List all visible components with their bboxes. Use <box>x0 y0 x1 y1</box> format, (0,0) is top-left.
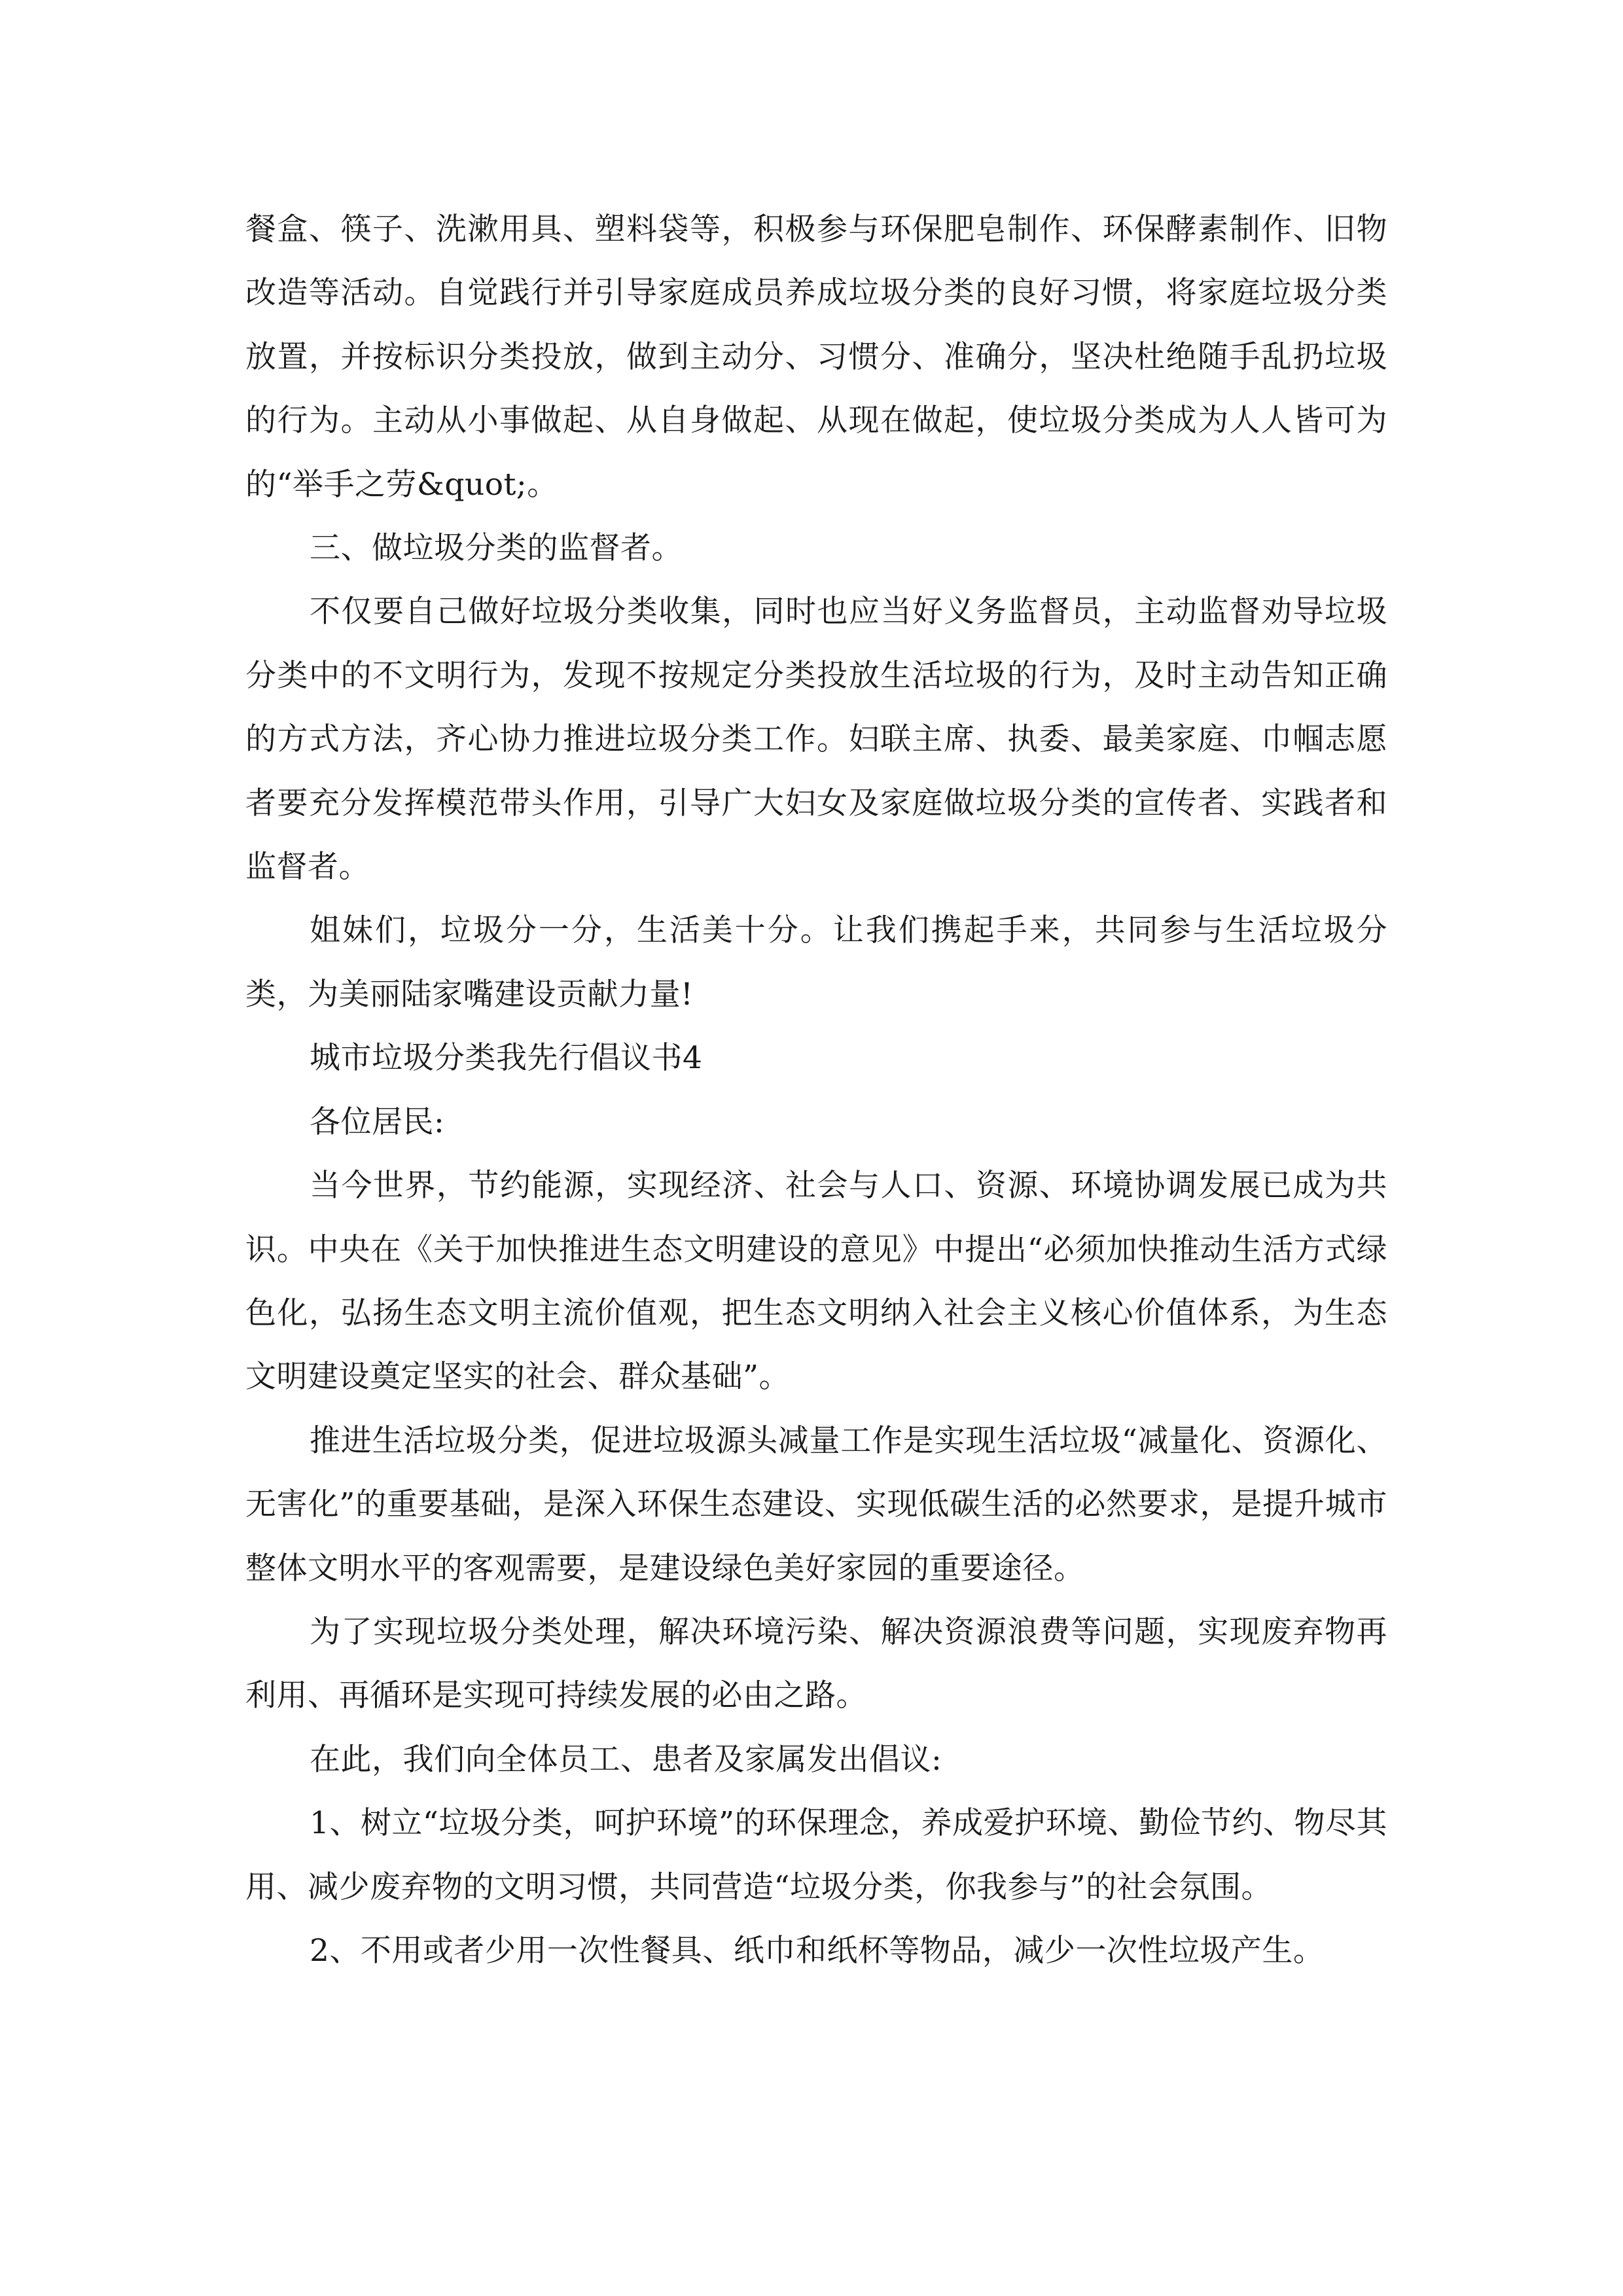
proposal-title: 城市垃圾分类我先行倡议书4 <box>310 1040 703 1077</box>
paragraph-8: 推进生活垃圾分类，促进垃圾源头减量工作是实现生活垃圾“减量化、资源化、无害化”的重要基础，是深入环保生态建设、实现低碳生活的必然要求，是提升城市整体文明水平的客观需要，是建设绿色美好家园的重要途径。 <box>245 1422 1387 1587</box>
paragraph-3: 不仅要自己做好垃圾分类收集，同时也应当好义务监督员，主动监督劝导垃圾分类中的不文明行为，发现不按规定分类投放生活垃圾的行为，及时主动告知正确的方式方法，齐心协力推进垃圾分类工作。妇联主席、执委、最美家庭、巾帼志愿者要充分发挥模范带头作用，引导广大妇女及家庭做垃圾分类的宣传者、实践者和监督者。 <box>245 594 1387 886</box>
salutation: 各位居民: <box>310 1103 445 1140</box>
paragraph-7: 当今世界，节约能源，实现经济、社会与人口、资源、环境协调发展已成为共识。中央在《关于加快推进生态文明建设的意见》中提出“必须加快推动生活方式绿色化，弘扬生态文明主流价值观，把生态文明纳入社会主义核心价值体系，为生态文明建设奠定坚实的社会、群众基础”。 <box>245 1168 1387 1395</box>
paragraph-4: 姐妹们，垃圾分一分，生活美十分。让我们携起手来，共同参与生活垃圾分类，为美丽陆家嘴建设贡献力量! <box>245 912 1387 1013</box>
paragraph-1: 餐盒、筷子、洗漱用具、塑料袋等，积极参与环保肥皂制作、环保酵素制作、旧物改造等活动。自觉践行并引导家庭成员养成垃圾分类的良好习惯，将家庭垃圾分类放置，并按标识分类投放，做到主动分、习惯分、准确分，坚决杜绝随手乱扔垃圾的行为。主动从小事做起、从自身做起、从现在做起，使垃圾分类成为人人皆可为的“举手之劳&quot;。 <box>245 211 1387 503</box>
list-item-1: 1、树立“垃圾分类，呵护环境”的环保理念，养成爱护环境、勤俭节约、物尽其用、减少废弃物的文明习惯，共同营造“垃圾分类，你我参与”的社会氛围。 <box>245 1805 1387 1905</box>
paragraph-10: 在此，我们向全体员工、患者及家属发出倡议: <box>310 1741 942 1778</box>
section-heading-supervisor: 三、做垃圾分类的监督者。 <box>310 530 683 567</box>
document-body <box>245 198 1387 1982</box>
list-item-2: 2、不用或者少用一次性餐具、纸巾和纸杯等物品，减少一次性垃圾产生。 <box>310 1932 1325 1969</box>
paragraph-9: 为了实现垃圾分类处理，解决环境污染、解决资源浪费等问题，实现废弃物再利用、再循环是实现可持续发展的必由之路。 <box>245 1613 1387 1714</box>
